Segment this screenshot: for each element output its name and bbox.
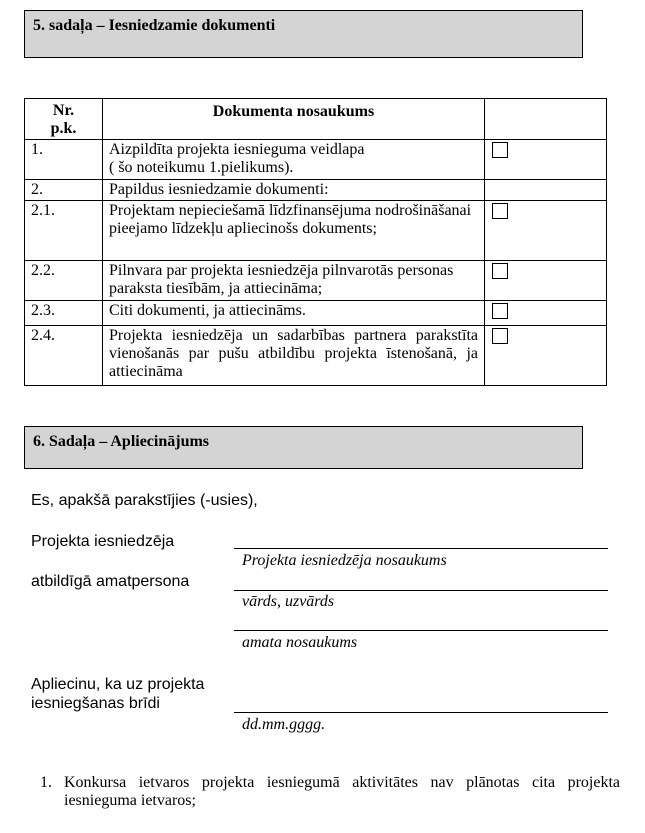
header-check: [485, 99, 607, 140]
hint-date: dd.mm.gggg.: [242, 716, 326, 733]
row-number: 2.: [25, 180, 103, 201]
list-item-number: 1.: [40, 774, 52, 791]
table-row: [25, 261, 607, 301]
list-item: [40, 774, 620, 810]
document-checkbox[interactable]: [492, 263, 508, 279]
position-line[interactable]: [234, 630, 608, 631]
table-row: [25, 180, 607, 201]
document-checkbox[interactable]: [492, 142, 508, 158]
header-no: Nr. p.k.: [25, 99, 103, 140]
section-6-title: 6. Sadaļa – Apliecinājums: [33, 433, 210, 450]
table-row: [25, 140, 607, 180]
documents-table: [24, 98, 607, 386]
section-5-title: 5. sadaļa – Iesniedzamie dokumenti: [33, 17, 276, 34]
table-row: [25, 301, 607, 326]
row-document-name: Aizpildīta projekta iesnieguma veidlapa ( šo noteikumu 1.pielikums).: [103, 140, 485, 180]
hint-applicant-name: Projekta iesniedzēja nosaukums: [242, 552, 447, 569]
section-5-header: [24, 10, 583, 58]
applicant-name-line[interactable]: [234, 548, 608, 549]
row-check-cell: [485, 301, 607, 326]
document-checkbox[interactable]: [492, 203, 508, 219]
hint-name-surname: vārds, uzvārds: [242, 593, 335, 610]
header-document-name: Dokumenta nosaukums: [103, 99, 485, 140]
table-row: [25, 201, 607, 261]
document-checkbox[interactable]: [492, 303, 508, 319]
date-line[interactable]: [234, 712, 608, 713]
table-header-row: [25, 99, 607, 140]
row-number: 2.3.: [25, 301, 103, 326]
hint-position: amata nosaukums: [242, 634, 358, 651]
row-check-cell: [485, 180, 607, 201]
row-document-name: Pilnvara par projekta iesniedzēja pilnvarotās personas paraksta tiesībām, ja attiecināma;: [103, 261, 485, 301]
row-check-cell: [485, 140, 607, 180]
label-responsible-person: atbildīgā amatpersona: [31, 573, 190, 590]
declaration-intro: Es, apakšā parakstījies (-usies),: [31, 492, 258, 509]
label-certify-line-2: iesniegšanas brīdi: [31, 695, 160, 712]
document-checkbox[interactable]: [492, 328, 508, 344]
table-row: [25, 326, 607, 386]
row-check-cell: [485, 201, 607, 261]
row-number: 2.4.: [25, 326, 103, 386]
name-surname-line[interactable]: [234, 590, 608, 591]
section-6-header: [24, 426, 583, 469]
row-document-name: Projektam nepieciešamā līdzfinansējuma nodrošināšanai pieejamo līdzekļu apliecinošs dokuments;: [103, 201, 485, 261]
row-number: 2.2.: [25, 261, 103, 301]
row-check-cell: [485, 326, 607, 386]
row-number: 2.1.: [25, 201, 103, 261]
label-applicant: Projekta iesniedzēja: [31, 533, 175, 550]
row-number: 1.: [25, 140, 103, 180]
row-check-cell: [485, 261, 607, 301]
row-document-name: Papildus iesniedzamie dokumenti:: [103, 180, 485, 201]
label-certify-line-1: Apliecinu, ka uz projekta: [31, 676, 205, 693]
row-document-name: Citi dokumenti, ja attiecināms.: [103, 301, 485, 326]
row-document-name: Projekta iesniedzēja un sadarbības partnera parakstīta vienošanās par pušu atbildību projekta īstenošanā, ja attiecināma: [103, 326, 485, 386]
list-item-text: Konkursa ietvaros projekta iesniegumā aktivitātes nav plānotas cita projekta iesnieguma ietvaros;: [64, 774, 620, 809]
